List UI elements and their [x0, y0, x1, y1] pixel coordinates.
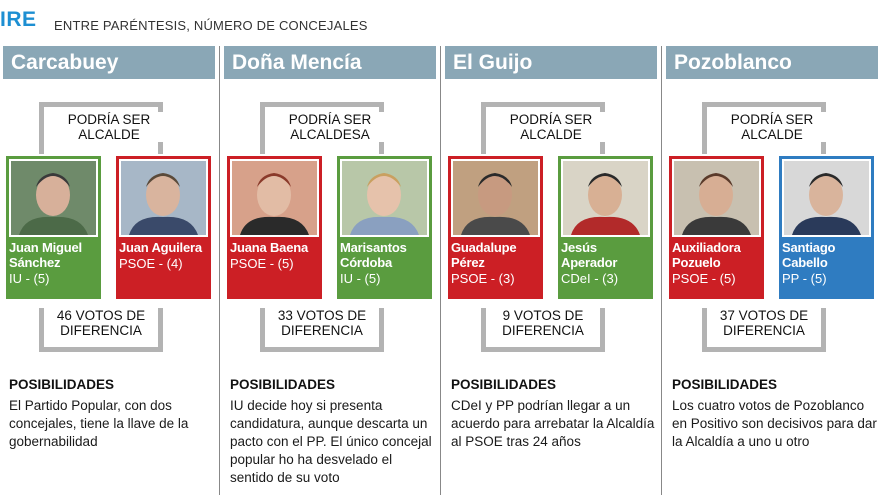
candidate-photo	[119, 159, 208, 237]
candidate-name: Juana Baena	[230, 240, 309, 255]
candidate-name: Marisantos Córdoba	[340, 240, 407, 270]
town-name: Carcabuey	[3, 46, 215, 79]
candidate-photo	[340, 159, 429, 237]
candidate-party: PP - (5)	[782, 271, 827, 286]
candidate-photo	[230, 159, 319, 237]
possibilities-text: Los cuatro votos de Pozoblanco en Positivo son decisivos para dar la Alcaldía a uno u otro	[672, 398, 877, 449]
candidate-name: Guadalupe Pérez	[451, 240, 517, 270]
town-column-3	[666, 46, 878, 495]
possibilities-text: IU decide hoy si presenta candidatura, aunque descarta un pacto con el PP. El único concejal popular ho ha desvelado el sentido de su voto	[230, 398, 432, 485]
could-be-label: PODRÍA SER ALCALDE	[497, 112, 605, 142]
candidate-party: CDeI - (3)	[561, 271, 619, 286]
candidate-card	[6, 156, 101, 299]
header-bar	[0, 0, 880, 40]
could-be-label: PODRÍA SER ALCALDESA	[276, 112, 384, 142]
town-column-2	[445, 46, 657, 495]
header-label: IRE	[0, 8, 37, 31]
vote-difference: 46 VOTOS DE DIFERENCIA	[56, 308, 146, 338]
candidate-photo	[782, 159, 871, 237]
candidate-name: Juan Miguel Sánchez	[9, 240, 82, 270]
town-name: Doña Mencía	[224, 46, 436, 79]
could-be-label: PODRÍA SER ALCALDE	[55, 112, 163, 142]
candidate-card	[116, 156, 211, 299]
town-name: El Guijo	[445, 46, 657, 79]
candidate-photo	[451, 159, 540, 237]
candidate-name: Auxiliadora Pozuelo	[672, 240, 741, 270]
vote-difference: 33 VOTOS DE DIFERENCIA	[277, 308, 367, 338]
candidate-party: IU - (5)	[9, 271, 50, 286]
candidate-party: PSOE - (5)	[230, 256, 294, 271]
candidate-party: PSOE - (3)	[451, 271, 515, 286]
candidate-name: Santiago Cabello	[782, 240, 836, 270]
candidate-card	[337, 156, 432, 299]
candidate-card	[558, 156, 653, 299]
candidate-card	[448, 156, 543, 299]
candidate-name: Juan Aguilera	[119, 240, 202, 255]
possibilities-title: POSIBILIDADES	[230, 377, 336, 392]
column-divider	[219, 46, 220, 495]
candidate-photo	[672, 159, 761, 237]
vote-difference: 37 VOTOS DE DIFERENCIA	[719, 308, 809, 338]
candidate-party: PSOE - (4)	[119, 256, 183, 271]
possibilities-title: POSIBILIDADES	[9, 377, 115, 392]
candidate-photo	[561, 159, 650, 237]
candidate-name: Jesús Aperador	[561, 240, 618, 270]
possibilities-title: POSIBILIDADES	[451, 377, 557, 392]
candidate-photo	[9, 159, 98, 237]
town-name: Pozoblanco	[666, 46, 878, 79]
possibilities-text: El Partido Popular, con dos concejales, tiene la llave de la gobernabilidad	[9, 398, 189, 449]
could-be-label: PODRÍA SER ALCALDE	[718, 112, 826, 142]
candidate-card	[669, 156, 764, 299]
town-column-1	[224, 46, 436, 495]
town-column-0	[3, 46, 215, 495]
candidate-party: PSOE - (5)	[672, 271, 736, 286]
vote-difference: 9 VOTOS DE DIFERENCIA	[502, 308, 584, 338]
header-subtitle: ENTRE PARÉNTESIS, NÚMERO DE CONCEJALES	[54, 18, 368, 33]
candidate-party: IU - (5)	[340, 271, 381, 286]
possibilities-title: POSIBILIDADES	[672, 377, 778, 392]
column-divider	[661, 46, 662, 495]
candidate-card	[779, 156, 874, 299]
possibilities-text: CDeI y PP podrían llegar a un acuerdo para arrebatar la Alcaldía al PSOE tras 24 años	[451, 398, 655, 449]
candidate-card	[227, 156, 322, 299]
column-divider	[440, 46, 441, 495]
